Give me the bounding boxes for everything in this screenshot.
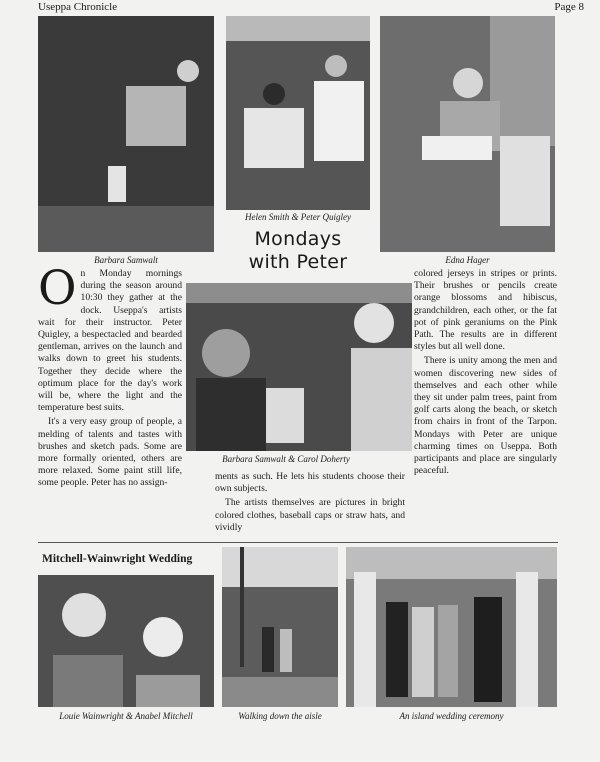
article-column-2: [215, 471, 405, 544]
column2-paragraph1: ments as such. He lets his students choose their own subjects.: [215, 471, 405, 495]
drop-cap: O: [38, 261, 77, 316]
photo-edna-hager: [380, 16, 555, 252]
caption-photo7: An island wedding ceremony: [399, 711, 504, 721]
photo-barbara-samwalt: [38, 16, 214, 252]
photo-louie-anabel: [38, 575, 214, 707]
column3-paragraph2: There is unity among the men and women discovering new sides of themselves and each other while they sit under palm trees, paint from golf carts along the beach, or sketch from chairs in front of the Tarpon. Mondays with Peter are unique charming times on Useppa. Both participants and place are singularly peaceful.: [414, 355, 557, 477]
caption-photo3: Edna Hager: [445, 255, 490, 265]
column1-paragraph1: n Monday mornings during the season around 10:30 they gather at the dock. Useppa's artists wait for their instructor. Peter Quigley, a bespectacled and bearded gentleman, arrives on the launch and walks down to greet his students. Together they decide where the optimum place for the day's work will be, where the light and the temperature best suits.: [38, 268, 182, 414]
title-line-2: with Peter: [248, 251, 348, 273]
photo-walking-down-aisle: [222, 547, 338, 707]
column3-paragraph1: colored jerseys in stripes or prints. Their brushes or pencils create orange blossoms and hibiscus, grandchildren, each other, or the fat pot of pink geraniums on the Pink Path. The results are in different styles but all well done.: [414, 268, 557, 353]
article-title: [226, 228, 370, 274]
section-divider: [38, 542, 558, 543]
article-column-1: [38, 261, 182, 499]
photo-barbara-carol: [186, 283, 412, 451]
page-number: Page 8: [554, 1, 584, 13]
column1-paragraph2: It's a very easy group of people, a melding of talents and tastes with brushes and sketch pads. Some are more formally oriented, others are more relaxed. Some paint still life, some people. Peter has no assign-: [38, 416, 182, 489]
wedding-section-title: Mitchell-Wainwright Wedding: [42, 553, 193, 565]
caption-photo5: Louie Wainwright & Anabel Mitchell: [59, 711, 193, 721]
caption-photo1: Barbara Samwalt: [94, 255, 158, 265]
caption-photo4: Barbara Samwalt & Carol Doherty: [222, 454, 350, 464]
article-column-3: [414, 268, 557, 487]
column2-paragraph2: The artists themselves are pictures in bright colored clothes, baseball caps or straw hats, and vividly: [215, 497, 405, 533]
photo-island-wedding-ceremony: [346, 547, 557, 707]
publication-name: Useppa Chronicle: [38, 1, 118, 13]
caption-photo2: Helen Smith & Peter Quigley: [245, 212, 351, 222]
caption-photo6: Walking down the aisle: [238, 711, 322, 721]
photo-helen-smith-peter-quigley: [226, 16, 370, 210]
title-line-1: Mondays: [254, 228, 342, 250]
